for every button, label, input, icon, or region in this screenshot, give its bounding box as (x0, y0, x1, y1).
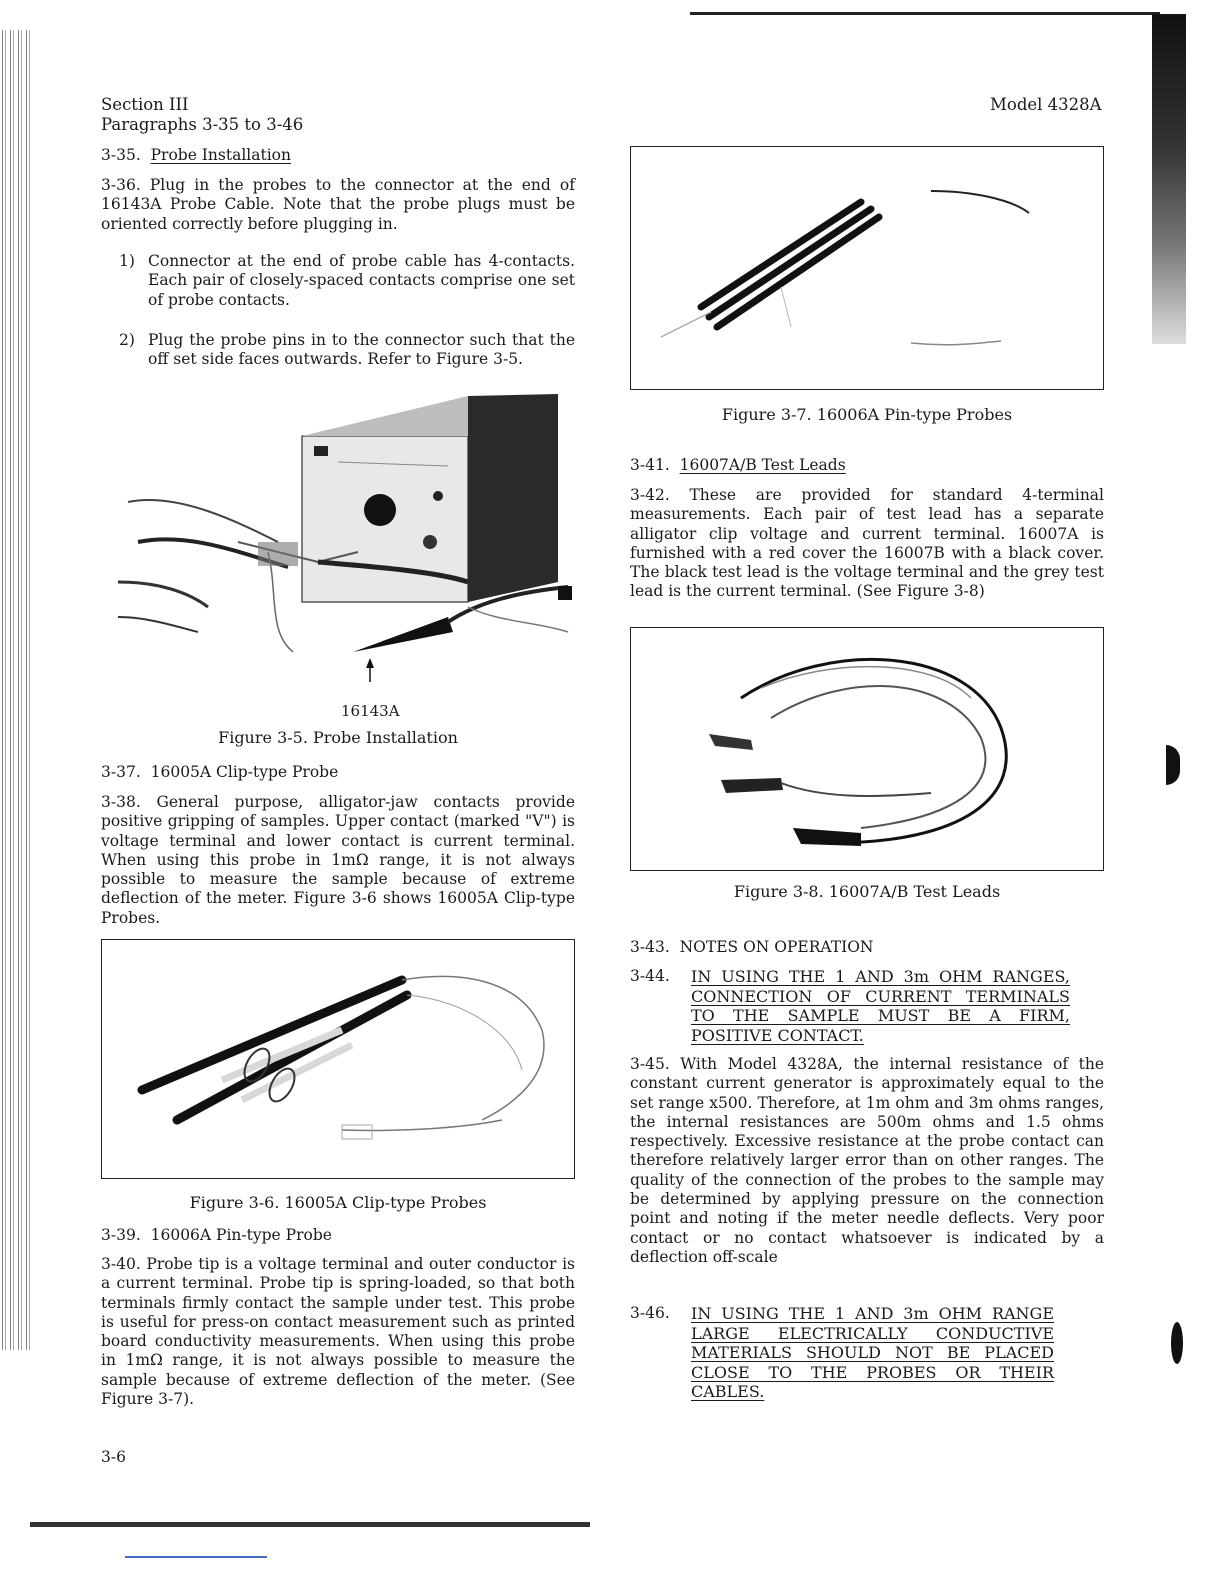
warning-line: CABLES. (691, 1382, 765, 1401)
para-number: 3-35. (101, 146, 141, 164)
list-text: Connector at the end of probe cable has 4-contacts. Each pair of closely-spaced contacts comprise one set of probe contacts. (148, 252, 575, 309)
punch-hole-mark (1166, 745, 1180, 785)
list-text: Plug the probe pins in to the connector such that the off set side faces outwards. Refer to Figure 3-5. (148, 331, 575, 369)
figure-3-7-frame (630, 146, 1104, 390)
section-title: 16006A Pin-type Probe (150, 1226, 332, 1244)
bottom-edge-line (125, 1556, 267, 1558)
warning-3-44 (691, 967, 1070, 1045)
heading-3-35 (101, 146, 581, 165)
heading-3-41 (630, 456, 1110, 475)
section-title: 16007A/B Test Leads (679, 456, 846, 474)
paragraph-3-42: 3-42. These are provided for standard 4-terminal measurements. Each pair of test lead has a separate alligator clip voltage and current terminal. 16007A is furnished with a red cover the 16007B with a black cover. The black test lead is the voltage terminal and the grey test lead is the current terminal. (See Figure 3-8) (630, 486, 1104, 601)
warning-line: IN USING THE 1 AND 3m OHM RANGE (691, 1304, 1054, 1323)
paragraph-3-38: 3-38. General purpose, alligator-jaw contacts provide positive gripping of samples. Upper contact (marked "V") is voltage terminal and lower contact is current terminal. When using this probe in 1mΩ range, it is not always possible to measure the sample because of extreme deflection of the meter. Figure 3-6 shows 16005A Clip-type Probes. (101, 793, 575, 927)
figure-3-7-photo (631, 147, 1101, 387)
para-number: 3-39. (101, 1226, 141, 1244)
paragraph-3-36: 3-36. Plug in the probes to the connector at the end of 16143A Probe Cable. Note that the probe plugs must be oriented correctly before plugging in. (101, 176, 575, 233)
para-number-3-44: 3-44. (630, 967, 670, 985)
warning-3-46 (691, 1304, 1054, 1402)
warning-line: CLOSE TO THE PROBES OR THEIR (691, 1362, 1054, 1382)
para-number-3-46: 3-46. (630, 1304, 670, 1322)
warning-line: TO THE SAMPLE MUST BE A FIRM, (691, 1006, 1070, 1025)
top-edge-line (690, 12, 1160, 15)
bottom-edge-line (30, 1522, 590, 1527)
punch-hole-mark (1171, 1322, 1183, 1364)
figure-3-6-caption: Figure 3-6. 16005A Clip-type Probes (189, 1193, 487, 1212)
page-number: 3-6 (101, 1448, 126, 1466)
figure-3-8-caption: Figure 3-8. 16007A/B Test Leads (733, 882, 1001, 901)
right-edge-shadow (1152, 14, 1186, 344)
paragraphs-label: Paragraphs 3-35 to 3-46 (101, 115, 304, 134)
list-marker: 1) (119, 252, 135, 270)
figure-3-8-photo (631, 628, 1101, 868)
para-number: 3-37. (101, 763, 141, 781)
paragraph-3-40: 3-40. Probe tip is a voltage terminal and outer conductor is a current terminal. Probe tip is spring-loaded, so that both terminals firmly contact the sample under test. This probe is useful for press-on contact measurement such as printed board conductivity measurements. When using this probe in 1mΩ range, it is not always possible to measure the sample because of extreme deflection of the meter. (See Figure 3-7). (101, 1255, 575, 1409)
section-title: 16005A Clip-type Probe (150, 763, 339, 781)
warning-line: LARGE ELECTRICALLY CONDUCTIVE (691, 1323, 1054, 1343)
figure-3-8-frame (630, 627, 1104, 871)
figure-3-5-photo (118, 392, 582, 682)
section-title: Probe Installation (150, 146, 291, 164)
heading-3-39 (101, 1226, 581, 1245)
warning-line: MATERIALS SHOULD NOT BE PLACED (691, 1343, 1054, 1362)
warning-line: POSITIVE CONTACT. (691, 1025, 864, 1045)
heading-3-37 (101, 763, 581, 782)
para-number: 3-43. (630, 938, 670, 956)
model-label: Model 4328A (990, 95, 1102, 114)
section-label: Section III (101, 95, 189, 114)
warning-line: IN USING THE 1 AND 3m OHM RANGES, (691, 967, 1070, 986)
binding-edge-artifact (0, 30, 34, 1350)
para-number: 3-41. (630, 456, 670, 474)
paragraph-3-45: 3-45. With Model 4328A, the internal resistance of the constant current generator is approximately equal to the set range x500. Therefore, at 1m ohm and 3m ohms ranges, the internal resistances are 500m ohms and 1.5 ohms respectively. Excessive resistance at the probe contact can therefore relatively larger error than on other ranges. The quality of the connection of the probes to the sample may be determined by applying pressure on the connection point and noting if the meter needle deflects. Very poor contact or no contact whatsoever is indicated by a deflection off-scale (630, 1055, 1104, 1266)
warning-line: CONNECTION OF CURRENT TERMINALS (691, 986, 1070, 1006)
figure-3-5-label: 16143A (341, 702, 400, 720)
list-item (119, 252, 575, 310)
section-title: NOTES ON OPERATION (679, 938, 874, 956)
figure-3-7-caption: Figure 3-7. 16006A Pin-type Probes (721, 405, 1013, 424)
heading-3-43 (630, 938, 1110, 957)
figure-3-6-photo (102, 940, 572, 1176)
figure-3-5-caption: Figure 3-5. Probe Installation (218, 728, 458, 747)
figure-3-6-frame (101, 939, 575, 1179)
list-item (119, 331, 575, 370)
list-marker: 2) (119, 331, 135, 349)
